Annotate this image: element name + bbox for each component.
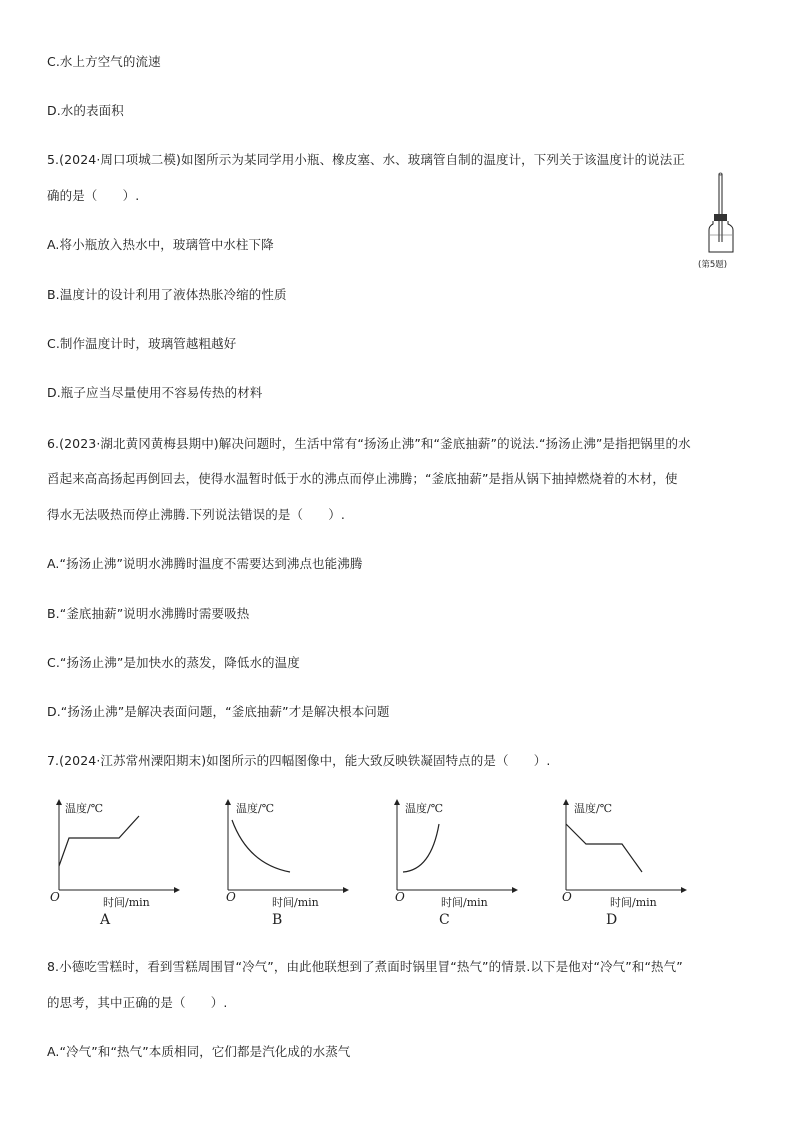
graph-b xyxy=(214,798,349,933)
q5-option-d: D.瓶子应当尽量使用不容易传热的材料 xyxy=(47,385,263,400)
q5-option-c: C.制作温度计时，玻璃管越粗越好 xyxy=(47,336,237,351)
graph-d-xlabel: 时间/min xyxy=(610,896,657,909)
graph-d-origin: O xyxy=(562,890,572,904)
graph-b-xlabel: 时间/min xyxy=(272,896,319,909)
graph-c-ylabel: 温度/℃ xyxy=(405,802,444,815)
graph-a-xlabel: 时间/min xyxy=(103,896,150,909)
thermometer-drawing xyxy=(700,172,752,262)
graph-b-letter: B xyxy=(272,912,283,928)
q4-option-c: C.水上方空气的流速 xyxy=(47,54,161,69)
graph-d-ylabel: 温度/℃ xyxy=(574,802,613,815)
q7-stem: 7.(2024·江苏常州溧阳期末)如图所示的四幅图像中，能大致反映铁凝固特点的是（ ）. xyxy=(47,753,551,768)
graph-b-ylabel: 温度/℃ xyxy=(236,802,275,815)
q8-stem-line2: 的思考，其中正确的是（ ）. xyxy=(47,995,228,1010)
q6-stem-line2: 舀起来高高扬起再倒回去，使得水温暂时低于水的沸点而停止沸腾；“釜底抽薪”是指从锅下抽掉燃烧着的木材，使 xyxy=(47,471,678,486)
graph-a-ylabel: 温度/℃ xyxy=(65,802,104,815)
q6-stem-line3: 得水无法吸热而停止沸腾.下列说法错误的是（ ）. xyxy=(47,507,345,522)
graph-a xyxy=(45,798,180,933)
figure-5-caption: (第5题) xyxy=(698,260,728,270)
q5-stem-line1: 5.(2024·周口项城二模)如图所示为某同学用小瓶、橡皮塞、水、玻璃管自制的温度计，下列关于该温度计的说法正 xyxy=(47,152,685,167)
graph-c-origin: O xyxy=(395,890,405,904)
graph-c xyxy=(383,798,518,933)
q5-stem-line2: 确的是（ ）. xyxy=(47,188,140,203)
q8-option-a: A.“冷气”和“热气”本质相同，它们都是汽化成的水蒸气 xyxy=(47,1044,351,1059)
q6-stem-line1: 6.(2023·湖北黄冈黄梅县期中)解决问题时，生活中常有“扬汤止沸”和“釜底抽薪”的说法.“扬汤止沸”是指把锅里的水 xyxy=(47,436,691,451)
thermometer-figure xyxy=(700,172,752,272)
q6-option-b: B.“釜底抽薪”说明水沸腾时需要吸热 xyxy=(47,606,250,621)
graph-b-origin: O xyxy=(226,890,236,904)
q6-option-a: A.“扬汤止沸”说明水沸腾时温度不需要达到沸点也能沸腾 xyxy=(47,556,363,571)
q4-option-d: D.水的表面积 xyxy=(47,103,124,118)
graph-a-origin: O xyxy=(50,890,60,904)
graph-d xyxy=(552,798,687,933)
q5-option-b: B.温度计的设计利用了液体热胀冷缩的性质 xyxy=(47,287,287,302)
graph-d-plot xyxy=(552,798,687,908)
q6-option-d: D.“扬汤止沸”是解决表面问题，“釜底抽薪”才是解决根本问题 xyxy=(47,704,390,719)
graph-c-xlabel: 时间/min xyxy=(441,896,488,909)
q6-option-c: C.“扬汤止沸”是加快水的蒸发，降低水的温度 xyxy=(47,655,300,670)
q5-option-a: A.将小瓶放入热水中，玻璃管中水柱下降 xyxy=(47,237,274,252)
q8-stem-line1: 8.小德吃雪糕时，看到雪糕周围冒“冷气”，由此他联想到了煮面时锅里冒“热气”的情景.以下是他对“冷气”和“热气” xyxy=(47,959,683,974)
graph-a-letter: A xyxy=(100,912,111,928)
graph-c-letter: C xyxy=(439,912,450,928)
graph-d-letter: D xyxy=(606,912,618,928)
